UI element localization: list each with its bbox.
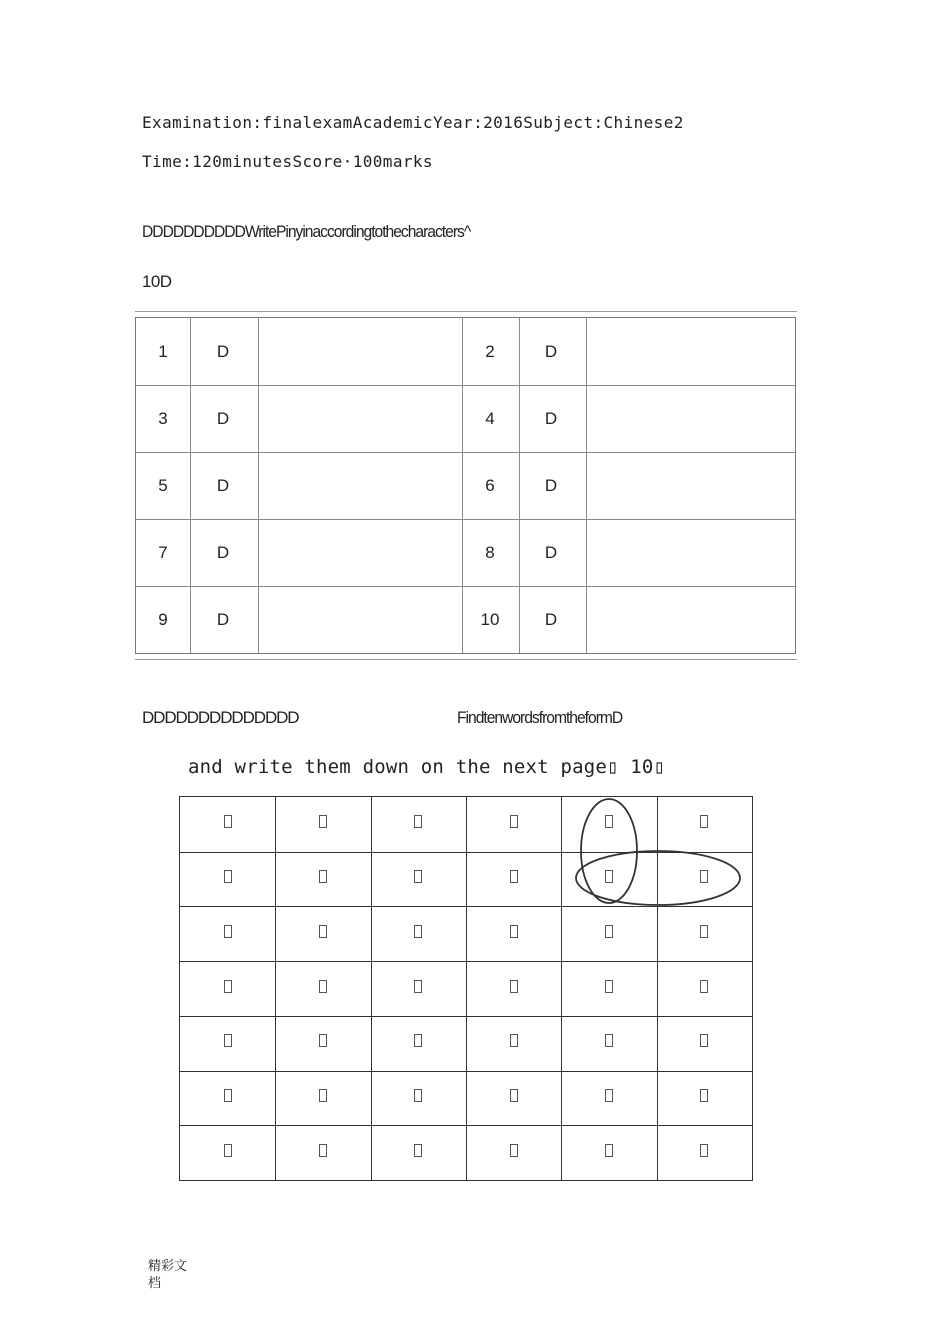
- item-character: D: [216, 609, 230, 629]
- item-number: 1: [158, 341, 168, 361]
- question1-title: DDDDDDDDDDWritePinyinaccordingtothecharacters^: [142, 222, 471, 241]
- question2-title-right: FindtenwordsfromtheformD: [457, 708, 623, 727]
- item-character: D: [544, 475, 558, 495]
- item-number: 5: [158, 475, 168, 495]
- item-character: D: [216, 341, 230, 361]
- item-number: 6: [485, 475, 495, 495]
- item-character: D: [544, 609, 558, 629]
- item-number: 7: [158, 542, 168, 562]
- item-character: D: [216, 475, 230, 495]
- item-number: 8: [485, 542, 495, 562]
- item-number: 9: [158, 609, 168, 629]
- footer-text-line1: 精彩文: [148, 1259, 188, 1274]
- question1-score: 10D: [142, 272, 172, 291]
- vertical-circle: [581, 799, 637, 903]
- horizontal-circle: [576, 851, 740, 905]
- item-character: D: [544, 542, 558, 562]
- item-number: 2: [485, 341, 495, 361]
- item-number: 10: [480, 609, 500, 629]
- item-character: D: [544, 408, 558, 428]
- footer-text-line2: 档: [148, 1276, 162, 1291]
- item-character: D: [216, 542, 230, 562]
- question2-instruction: and write them down on the next page▯ 10▯: [188, 756, 666, 778]
- item-character: D: [544, 341, 558, 361]
- item-character: D: [216, 408, 230, 428]
- exam-info-line: Examination:finalexamAcademicYear:2016Subject:Chinese2: [142, 113, 684, 132]
- item-number: 4: [485, 408, 495, 428]
- item-number: 3: [158, 408, 168, 428]
- time-score-line: Time:120minutesScore·100marks: [142, 152, 433, 171]
- question2-title-left: DDDDDDDDDDDDDD: [142, 708, 299, 727]
